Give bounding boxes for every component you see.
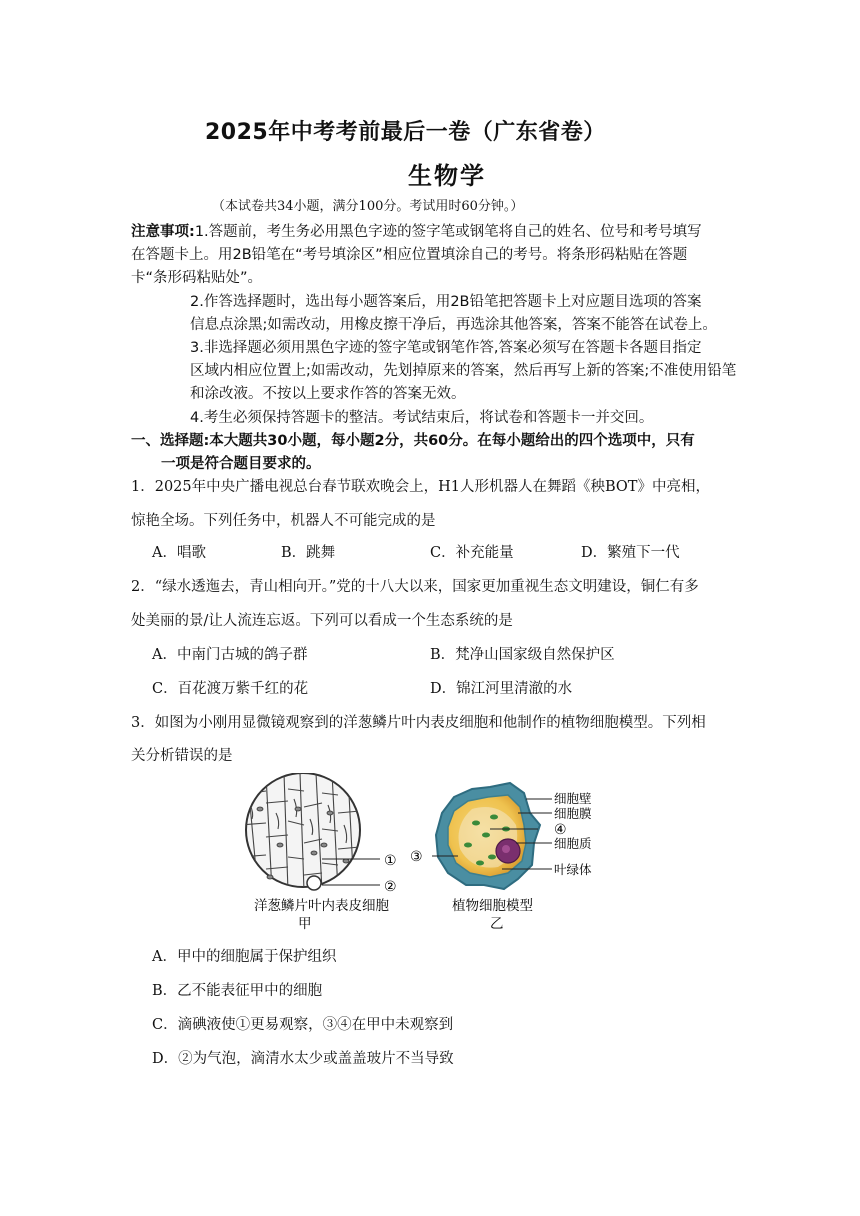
label-cell-membrane: 细胞膜 (554, 806, 592, 821)
q2-option-a: A．中南门古城的鸽子群 (152, 647, 308, 663)
q3-option-d: D．②为气泡，滴清水太少或盖盖玻片不当导致 (152, 1051, 454, 1067)
exam-title: 2025年中考考前最后一卷（广东省卷） (205, 120, 606, 145)
onion-epidermis-micrograph (240, 773, 397, 895)
q3-option-c: C．滴碘液使①更易观察，③④在甲中未观察到 (152, 1017, 454, 1033)
q3-figure (240, 773, 610, 935)
notice-line-3a: 3.非选择题必须用黑色字迹的签字笔或钢笔作答,答案必须写在答题卡各题目指定 (190, 340, 702, 356)
label-chloroplast: 叶绿体 (554, 862, 592, 877)
notice-line-1b: 在答题卡上。用2B铅笔在“考号填涂区”相应位置填涂自己的考号。将条形码粘贴在答题 (131, 247, 688, 263)
notice-label: 注意事项: (131, 224, 195, 240)
label-1: ① (384, 853, 397, 869)
q1-option-c: C．补充能量 (430, 545, 514, 561)
label-cell-wall: 细胞壁 (554, 791, 592, 806)
q3-option-a: A．甲中的细胞属于保护组织 (152, 949, 337, 965)
notice-text-1a: 1.答题前，考生务必用黑色字迹的签字笔或钢笔将自己的姓名、位号和考号填写 (194, 224, 702, 240)
section-heading-line2: 一项是符合题目要求的。 (161, 456, 321, 472)
q3-option-b: B．乙不能表征甲中的细胞 (152, 983, 323, 999)
plant-cell-model (410, 783, 592, 889)
notice-line-1a (131, 220, 702, 241)
notice-line-4: 4.考生必须保持答题卡的整洁。考试结束后，将试卷和答题卡一并交回。 (190, 410, 654, 426)
q1-stem-line2: 惊艳全场。下列任务中，机器人不可能完成的是 (131, 513, 436, 529)
q1-stem-line1: 1．2025年中央广播电视总台春节联欢晚会上，H1人形机器人在舞蹈《秧BOT》中亮相， (131, 479, 710, 495)
q1-option-d: D．繁殖下一代 (581, 545, 680, 561)
q2-option-b: B．梵净山国家级自然保护区 (430, 647, 615, 663)
notice-line-2a: 2.作答选择题时，选出每小题答案后，用2B铅笔把答题卡上对应题目选项的答案 (190, 294, 702, 310)
label-cytoplasm: 细胞质 (554, 836, 592, 851)
label-3: ③ (410, 849, 423, 865)
label-2: ② (384, 879, 397, 895)
caption-right-sub: 乙 (490, 916, 504, 932)
notice-line-1c: 卡“条形码粘贴处”。 (131, 270, 263, 286)
notice-line-3c: 和涂改液。不按以上要求作答的答案无效。 (190, 386, 466, 402)
q2-stem-line1: 2．“绿水透迤去，青山相向开。”党的十八大以来，国家更加重视生态文明建设，铜仁有多 (131, 579, 699, 595)
notice-line-2b: 信息点涂黑;如需改动，用橡皮擦干净后，再选涂其他答案，答案不能答在试卷上。 (190, 317, 717, 333)
q2-option-c: C．百花渡万紫千红的花 (152, 681, 309, 697)
q1-option-b: B．跳舞 (281, 545, 336, 561)
q2-stem-line2: 处美丽的景/让人流连忘返。下列可以看成一个生态系统的是 (131, 613, 513, 629)
q3-stem-line2: 关分析错误的是 (131, 748, 233, 764)
caption-left-sub: 甲 (298, 916, 312, 932)
q1-option-a: A．唱歌 (152, 545, 206, 561)
caption-left: 洋葱鳞片叶内表皮细胞 (254, 898, 389, 914)
subject-title: 生物学 (408, 162, 486, 190)
caption-right: 植物细胞模型 (452, 898, 533, 914)
notice-line-3b: 区域内相应位置上;如需改动，先划掉原来的答案，然后再写上新的答案;不准使用铅笔 (190, 363, 737, 379)
exam-info: （本试卷共34小题，满分100分。考试用时60分钟。） (212, 199, 524, 214)
label-4: ④ (554, 822, 567, 838)
q3-stem-line1: 3．如图为小刚用显微镜观察到的洋葱鳞片叶内表皮细胞和他制作的植物细胞模型。下列相 (131, 715, 706, 731)
q2-option-d: D．锦江河里清澈的水 (430, 681, 573, 697)
section-heading-line1: 一、选择题:本大题共30小题，每小题2分，共60分。在每小题给出的四个选项中，只有 (131, 433, 695, 449)
